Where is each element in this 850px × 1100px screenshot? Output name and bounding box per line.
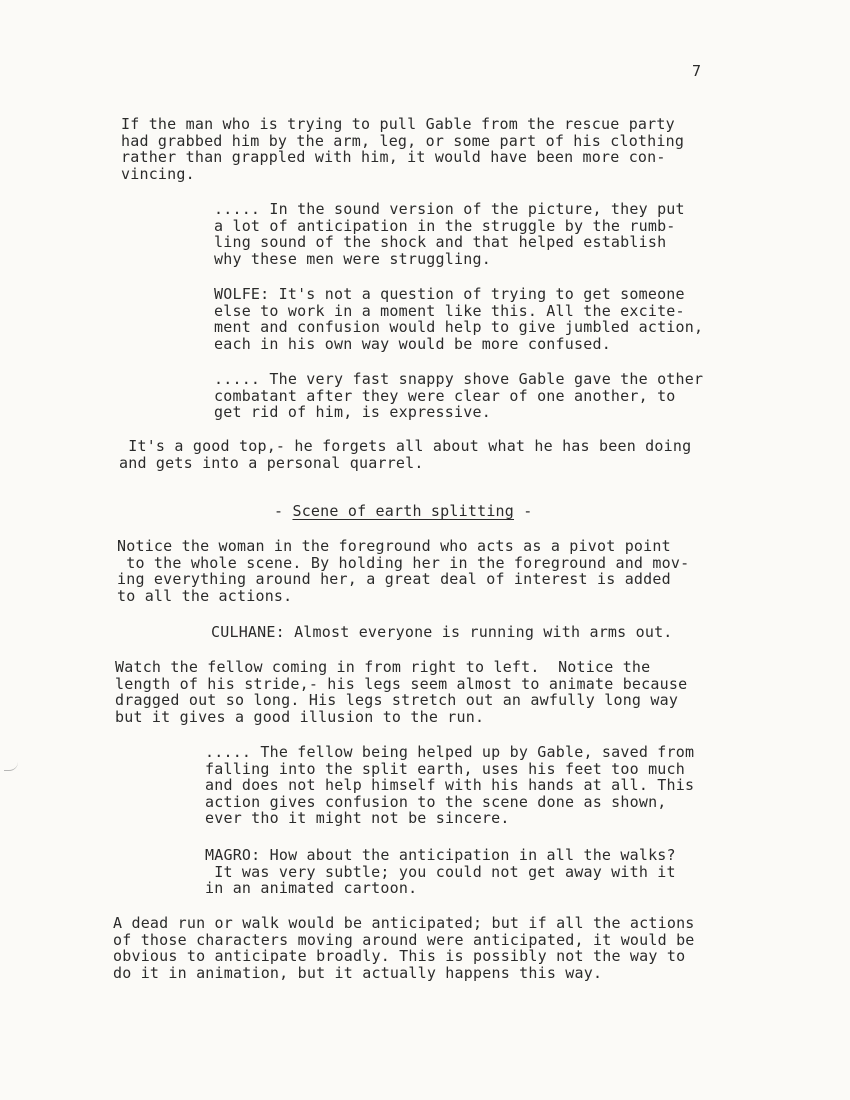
paragraph-personal-quarrel: It's a good top,- he forgets all about what he has been doing and gets into a personal quarrel. (119, 437, 692, 472)
paragraph-magro-comment: MAGRO: How about the anticipation in all the walks? It was very subtle; you could not get away with it in an animated cartoon. (205, 846, 676, 897)
paragraph-sound-version: ..... In the sound version of the picture, they put a lot of anticipation in the struggle by the rumb- ling sound of the shock and that helped establish why these men were struggling. (214, 200, 685, 268)
paragraph-dead-run: A dead run or walk would be anticipated; but if all the actions of those characters moving around were anticipated, it would be obvious to anticipate broadly. This is possibly not the way to do it in animation, but it actually happens this way. (113, 914, 695, 982)
paragraph-pivot-point: Notice the woman in the foreground who acts as a pivot point to the whole scene. By holding her in the foreground and mov- ing everything around her, a great deal of interest is added to all the actions. (117, 537, 690, 605)
margin-pencil-mark (4, 762, 18, 771)
heading-suffix: - (514, 502, 533, 520)
heading-title: Scene of earth splitting (292, 502, 515, 520)
paragraph-rescue-party: If the man who is trying to pull Gable from the rescue party had grabbed him by the arm, leg, or some part of his clothing rather than grappled with him, it would have been more con- vincing. (121, 115, 685, 183)
paragraph-culhane-comment: CULHANE: Almost everyone is running with arms out. (211, 623, 673, 641)
heading-prefix: - (274, 502, 293, 520)
paragraph-fellow-stride: Watch the fellow coming in from right to left. Notice the length of his stride,- his legs seem almost to animate because dragged out so long. His legs stretch out an awfully long way but it gives a good illusion to the run. (115, 658, 688, 726)
section-heading (274, 503, 532, 520)
paragraph-snappy-shove: ..... The very fast snappy shove Gable gave the other combatant after they were clear of one another, to get rid of him, is expressive. (214, 370, 704, 421)
page-number: 7 (692, 62, 702, 80)
paragraph-helped-up: ..... The fellow being helped up by Gable, saved from falling into the split earth, uses his feet too much and does not help himself with his hands at all. This action gives confusion to the scene done as shown, ever tho it might not be sincere. (205, 743, 695, 827)
paragraph-wolfe-comment: WOLFE: It's not a question of trying to get someone else to work in a moment like this. All the excite- ment and confusion would help to give jumbled action, each in his own way would be more confused. (214, 285, 704, 353)
